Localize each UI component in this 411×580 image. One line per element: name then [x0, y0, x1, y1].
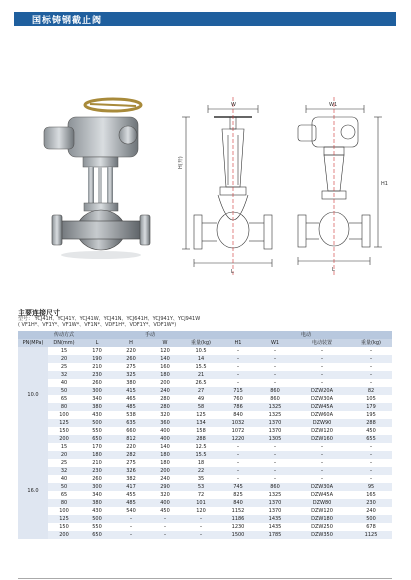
table-cell: 678 [350, 523, 392, 531]
table-cell: 160 [148, 363, 182, 371]
table-cell: DZW350 [294, 531, 350, 539]
table-cell: 1370 [256, 507, 294, 515]
table-cell: 120 [182, 507, 220, 515]
table-row [18, 419, 392, 427]
table-cell: 465 [114, 395, 148, 403]
table-cell: 540 [114, 507, 148, 515]
table-cell: 450 [148, 507, 182, 515]
table-cell: 18 [182, 459, 220, 467]
table-cell: 65 [48, 395, 80, 403]
table-cell: – [220, 355, 256, 363]
table-row [18, 403, 392, 411]
table-cell: 415 [114, 387, 148, 395]
table-cell: – [182, 531, 220, 539]
spec-table-body [18, 347, 392, 539]
table-row [18, 371, 392, 379]
table-cell: 1325 [256, 491, 294, 499]
table-cell: 240 [148, 387, 182, 395]
table-cell: 200 [148, 467, 182, 475]
table-cell: – [114, 531, 148, 539]
table-row [18, 531, 392, 539]
dim-label-w: W [231, 102, 236, 108]
table-cell: 860 [256, 395, 294, 403]
table-cell: – [256, 347, 294, 355]
table-cell: 101 [182, 499, 220, 507]
table-cell: 380 [80, 403, 114, 411]
table-row [18, 411, 392, 419]
bottom-rule [18, 578, 392, 579]
table-cell: – [220, 443, 256, 451]
table-cell: – [294, 363, 350, 371]
table-cell: 260 [114, 355, 148, 363]
table-cell: 200 [48, 435, 80, 443]
table-cell: 14 [182, 355, 220, 363]
table-cell: DZW120 [294, 427, 350, 435]
table-cell: – [220, 459, 256, 467]
group-header-manual: 手动 [80, 331, 220, 339]
table-row [18, 467, 392, 475]
table-cell: 300 [80, 387, 114, 395]
table-cell: 32 [48, 371, 80, 379]
table-row [18, 523, 392, 531]
table-cell: – [350, 363, 392, 371]
table-cell: 230 [80, 467, 114, 475]
section-title: 主要连接尺寸 [18, 309, 60, 317]
table-row [18, 363, 392, 371]
table-cell: 170 [80, 443, 114, 451]
table-cell: 290 [148, 483, 182, 491]
table-cell: – [220, 467, 256, 475]
table-cell: 382 [114, 475, 148, 483]
table-cell: 12.5 [182, 443, 220, 451]
table-cell: 95 [350, 483, 392, 491]
table-cell: 860 [256, 387, 294, 395]
column-header: PN(MPa) [18, 339, 48, 347]
table-cell: 179 [350, 403, 392, 411]
table-cell: – [294, 475, 350, 483]
table-cell: – [256, 371, 294, 379]
table-cell: 220 [114, 347, 148, 355]
table-row [18, 443, 392, 451]
table-cell: – [256, 363, 294, 371]
table-cell: DZW120 [294, 507, 350, 515]
table-cell: 1325 [256, 403, 294, 411]
table-cell: 550 [80, 427, 114, 435]
table-row [18, 451, 392, 459]
model-line-2: ( VF1H*、VF1Y*、VF1W*、VF1N*、VDF1H*、VDF1Y*、VDF1W*) [18, 322, 177, 328]
table-cell: 1125 [350, 531, 392, 539]
table-cell: 715 [220, 387, 256, 395]
table-cell: DZW45A [294, 403, 350, 411]
table-cell: 485 [114, 499, 148, 507]
table-cell: 65 [48, 491, 80, 499]
table-cell: – [148, 515, 182, 523]
table-cell: 20 [48, 355, 80, 363]
table-row [18, 379, 392, 387]
table-cell: 760 [220, 395, 256, 403]
table-cell: 50 [48, 387, 80, 395]
table-cell: 260 [80, 379, 114, 387]
valve-photo [28, 95, 168, 265]
table-cell: 812 [114, 435, 148, 443]
table-cell: 120 [148, 347, 182, 355]
table-row [18, 435, 392, 443]
table-cell: 320 [148, 411, 182, 419]
table-cell: – [350, 355, 392, 363]
table-cell: 840 [220, 499, 256, 507]
table-cell: 1220 [220, 435, 256, 443]
column-header-row [18, 339, 392, 347]
table-cell: DZW160 [294, 435, 350, 443]
table-cell: – [294, 347, 350, 355]
table-cell: – [220, 371, 256, 379]
table-cell: 500 [80, 419, 114, 427]
table-cell: 325 [114, 371, 148, 379]
table-cell: 538 [114, 411, 148, 419]
table-cell: 134 [182, 419, 220, 427]
table-cell: 282 [114, 451, 148, 459]
table-cell: – [256, 451, 294, 459]
table-cell: DZW180 [294, 515, 350, 523]
table-cell: 380 [114, 379, 148, 387]
table-cell: – [114, 523, 148, 531]
table-cell: 210 [80, 459, 114, 467]
group-header-drive: 传动方式 [48, 331, 80, 339]
table-cell: 125 [48, 419, 80, 427]
table-cell: – [220, 379, 256, 387]
table-cell: 340 [80, 491, 114, 499]
column-header: W [148, 339, 182, 347]
table-row [18, 427, 392, 435]
table-cell: – [220, 363, 256, 371]
table-cell: 430 [80, 411, 114, 419]
table-cell: 1230 [220, 523, 256, 531]
table-cell: 1325 [256, 411, 294, 419]
table-cell: 50 [48, 483, 80, 491]
table-cell: 35 [182, 475, 220, 483]
table-cell: 455 [114, 491, 148, 499]
table-cell: 1305 [256, 435, 294, 443]
table-cell: 165 [350, 491, 392, 499]
table-cell: 180 [80, 451, 114, 459]
table-cell: 400 [148, 427, 182, 435]
table-cell: 22 [182, 467, 220, 475]
table-cell: 1785 [256, 531, 294, 539]
table-cell: 400 [148, 435, 182, 443]
table-row [18, 475, 392, 483]
model-line-1: 型号： YCJ41H、YCJ41Y、YCJ41W、YCJ41N、YCJ641H、YCJ941Y、YCJ941W [18, 316, 201, 322]
column-header: H1 [220, 339, 256, 347]
table-cell: 170 [80, 347, 114, 355]
table-cell: 180 [148, 451, 182, 459]
table-cell: – [294, 467, 350, 475]
table-cell: 100 [48, 411, 80, 419]
table-cell: 1435 [256, 523, 294, 531]
table-cell: DZW80 [294, 499, 350, 507]
table-cell: 485 [114, 403, 148, 411]
table-cell: 100 [48, 507, 80, 515]
table-cell: – [256, 467, 294, 475]
table-cell: 500 [80, 515, 114, 523]
pn-cell: 10.0 [18, 347, 48, 443]
column-header: H [114, 339, 148, 347]
table-cell: – [256, 475, 294, 483]
table-cell: 230 [80, 371, 114, 379]
table-cell: 220 [114, 443, 148, 451]
table-cell: 380 [80, 499, 114, 507]
table-cell: 15.5 [182, 363, 220, 371]
dim-label-hopen: H(开) [178, 156, 184, 169]
table-cell: 15 [48, 347, 80, 355]
table-cell: 40 [48, 475, 80, 483]
table-cell: 275 [114, 459, 148, 467]
table-cell: 550 [80, 523, 114, 531]
table-cell: 26.5 [182, 379, 220, 387]
table-cell: 80 [48, 403, 80, 411]
table-cell: 260 [80, 475, 114, 483]
table-cell: 15 [48, 443, 80, 451]
table-cell: 25 [48, 459, 80, 467]
table-cell: 660 [114, 427, 148, 435]
page-title: 国标铸钢截止阀 [32, 16, 103, 26]
table-cell: DZW20A [294, 387, 350, 395]
table-cell: – [350, 347, 392, 355]
table-cell: 1032 [220, 419, 256, 427]
table-cell: – [350, 459, 392, 467]
table-row [18, 395, 392, 403]
table-cell: 1072 [220, 427, 256, 435]
table-cell: 417 [114, 483, 148, 491]
table-cell: – [294, 459, 350, 467]
table-cell: 825 [220, 491, 256, 499]
table-cell: 1186 [220, 515, 256, 523]
table-cell: – [294, 443, 350, 451]
table-cell: DZW30A [294, 395, 350, 403]
table-cell: 32 [48, 467, 80, 475]
table-cell: 125 [182, 411, 220, 419]
table-cell: 288 [182, 435, 220, 443]
table-row [18, 387, 392, 395]
table-row [18, 499, 392, 507]
table-cell: 58 [182, 403, 220, 411]
table-cell: – [350, 475, 392, 483]
spec-table [18, 331, 392, 539]
table-cell: 500 [350, 515, 392, 523]
table-row [18, 515, 392, 523]
table-cell: – [350, 371, 392, 379]
table-cell: 240 [148, 475, 182, 483]
table-cell: – [148, 523, 182, 531]
table-cell: – [294, 371, 350, 379]
table-cell: 150 [48, 523, 80, 531]
table-cell: 430 [80, 507, 114, 515]
table-cell: 72 [182, 491, 220, 499]
table-cell: 650 [80, 435, 114, 443]
table-cell: 21 [182, 371, 220, 379]
table-cell: – [350, 467, 392, 475]
table-cell: 745 [220, 483, 256, 491]
table-cell: 230 [350, 499, 392, 507]
table-cell: 82 [350, 387, 392, 395]
valve-drawing [178, 95, 388, 280]
table-cell: – [220, 347, 256, 355]
table-cell: 105 [350, 395, 392, 403]
table-cell: 140 [148, 443, 182, 451]
table-cell: 450 [350, 427, 392, 435]
table-cell: 1370 [256, 499, 294, 507]
table-cell: 200 [148, 379, 182, 387]
table-cell: 786 [220, 403, 256, 411]
table-cell: – [350, 379, 392, 387]
header-bar [14, 12, 396, 26]
table-cell: 150 [48, 427, 80, 435]
table-cell: 1370 [256, 427, 294, 435]
table-cell: 400 [148, 499, 182, 507]
table-cell: – [148, 531, 182, 539]
table-cell: – [256, 443, 294, 451]
group-header-electric: 电动 [220, 331, 392, 339]
table-cell: 53 [182, 483, 220, 491]
table-cell: 20 [48, 451, 80, 459]
table-row [18, 355, 392, 363]
table-cell: 40 [48, 379, 80, 387]
table-cell: 326 [114, 467, 148, 475]
table-cell: – [294, 355, 350, 363]
table-cell: 27 [182, 387, 220, 395]
dim-label-l2: L [332, 267, 335, 273]
table-cell: 1500 [220, 531, 256, 539]
table-row [18, 507, 392, 515]
table-cell: 180 [148, 371, 182, 379]
table-cell: DZW250 [294, 523, 350, 531]
table-cell: 655 [350, 435, 392, 443]
table-row [18, 483, 392, 491]
table-cell: – [182, 515, 220, 523]
table-cell: DZW90 [294, 419, 350, 427]
table-cell: 300 [80, 483, 114, 491]
table-row [18, 459, 392, 467]
table-cell: 15.5 [182, 451, 220, 459]
table-cell: – [220, 475, 256, 483]
table-cell: 10.5 [182, 347, 220, 355]
table-row [18, 347, 392, 355]
table-cell: 280 [148, 403, 182, 411]
table-cell: 80 [48, 499, 80, 507]
column-header: 电动装置 [294, 339, 350, 347]
column-header: L [80, 339, 114, 347]
column-header: DN(mm) [48, 339, 80, 347]
table-cell: 840 [220, 411, 256, 419]
table-cell: – [220, 451, 256, 459]
table-cell: 158 [182, 427, 220, 435]
model-list [18, 316, 378, 328]
table-cell: 25 [48, 363, 80, 371]
table-cell: – [256, 459, 294, 467]
table-cell: 635 [114, 419, 148, 427]
table-cell: 860 [256, 483, 294, 491]
pn-cell: 16.0 [18, 443, 48, 539]
table-cell: 190 [80, 355, 114, 363]
column-header: 重量(kg) [350, 339, 392, 347]
table-cell: DZW60A [294, 411, 350, 419]
table-cell: DZW30A [294, 483, 350, 491]
table-cell: 340 [80, 395, 114, 403]
table-cell: – [256, 379, 294, 387]
table-cell: 240 [350, 507, 392, 515]
dim-label-w1: W1 [329, 102, 338, 108]
table-cell: 288 [350, 419, 392, 427]
table-cell: 1152 [220, 507, 256, 515]
table-cell: 125 [48, 515, 80, 523]
group-header-empty [18, 331, 48, 339]
column-header: W1 [256, 339, 294, 347]
table-cell: DZW45A [294, 491, 350, 499]
table-cell: 200 [48, 531, 80, 539]
column-header: 重量(kg) [182, 339, 220, 347]
table-cell: 275 [114, 363, 148, 371]
table-cell: – [256, 355, 294, 363]
table-cell: 195 [350, 411, 392, 419]
dim-label-l: L [231, 269, 234, 275]
table-cell: 210 [80, 363, 114, 371]
table-cell: – [114, 515, 148, 523]
table-cell: 280 [148, 395, 182, 403]
table-cell: 140 [148, 355, 182, 363]
table-cell: 360 [148, 419, 182, 427]
table-cell: 320 [148, 491, 182, 499]
dim-label-h1: H1 [381, 181, 388, 187]
table-cell: 49 [182, 395, 220, 403]
table-row [18, 491, 392, 499]
table-cell: 1435 [256, 515, 294, 523]
table-cell: – [350, 451, 392, 459]
table-cell: – [182, 523, 220, 531]
table-cell: 1370 [256, 419, 294, 427]
table-cell: 180 [148, 459, 182, 467]
table-cell: 650 [80, 531, 114, 539]
table-cell: – [294, 451, 350, 459]
table-cell: – [294, 379, 350, 387]
table-cell: – [350, 443, 392, 451]
